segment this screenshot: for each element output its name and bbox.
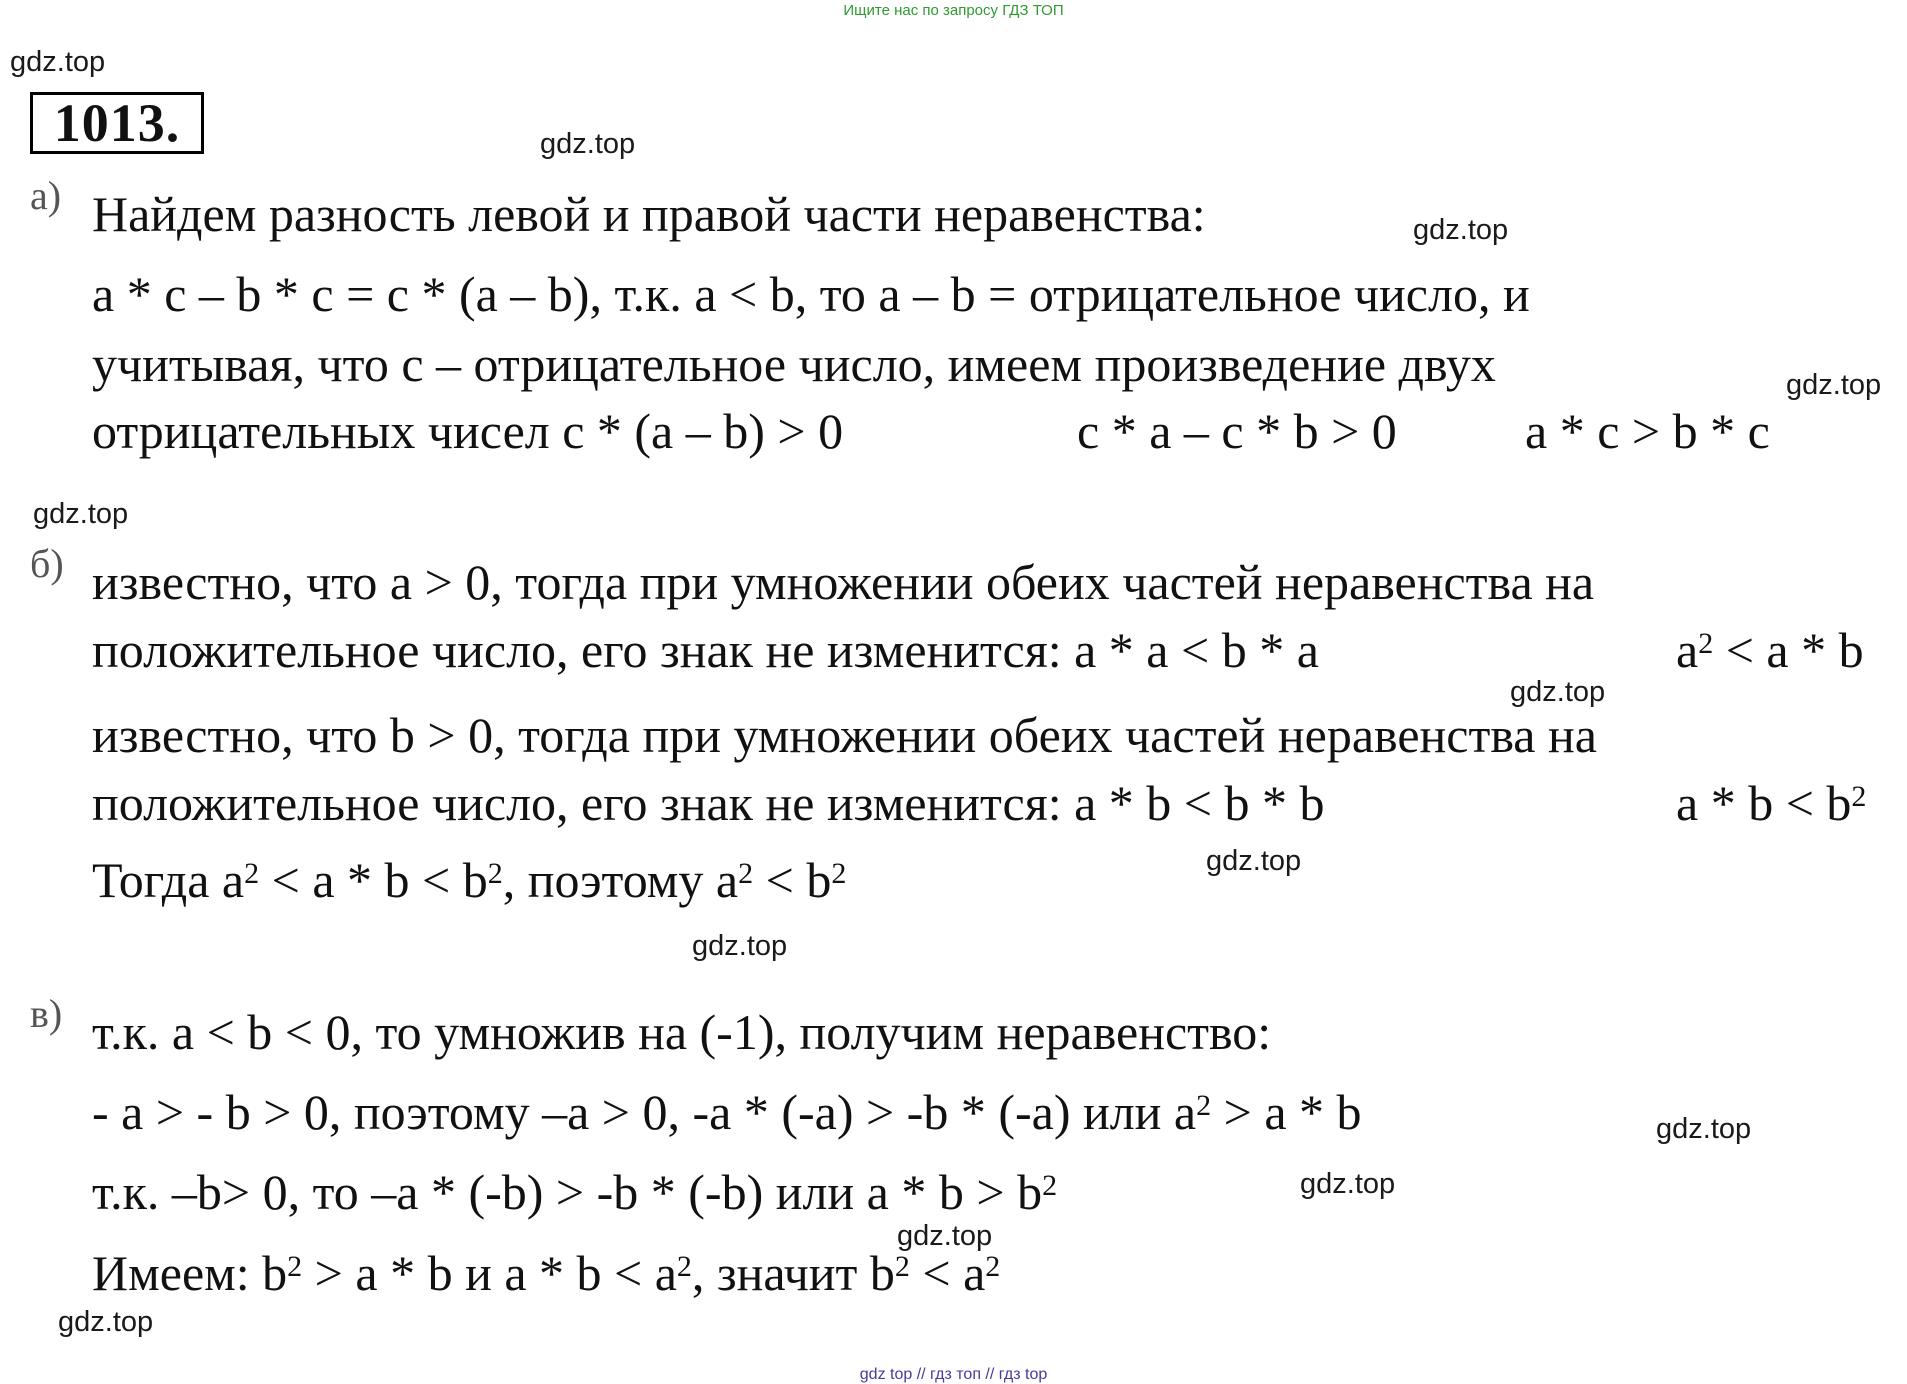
watermark: gdz.top <box>692 930 788 962</box>
section-b-line-2-result: $a^2 < a * b$ <box>1676 622 1864 678</box>
section-b-line-4: положительное число, его знак не изменится: a * b < b * b <box>92 775 1325 831</box>
watermark: gdz.top <box>10 46 106 78</box>
section-a-line-3: учитывая, что с – отрицательное число, имеем произведение двух <box>92 336 1496 392</box>
section-b-line-2: положительное число, его знак не изменится: a * a < b * a <box>92 622 1319 678</box>
watermark: gdz.top <box>1786 369 1882 401</box>
section-v-line-1: т.к. a < b < 0, то умножив на (-1), получим неравенство: <box>92 1004 1272 1060</box>
watermark: gdz.top <box>1300 1168 1396 1200</box>
section-v-conclusion: Имеем: $b^2 > a * b$ и $a * b < a^2$, значит $b^2 < a^2$ <box>92 1245 1001 1301</box>
watermark: gdz.top <box>897 1220 993 1252</box>
section-a-conclusion: a * c > b * c <box>1525 403 1770 459</box>
section-b-line-4-result: $a * b < b^2$ <box>1676 775 1867 831</box>
section-b-line-3: известно, что b > 0, тогда при умножении обеих частей неравенства на <box>92 707 1597 763</box>
section-v-line-2: - a > - b > 0, поэтому –a > 0, -a * (-a) > -b * (-a) или $a^2 > a * b$ <box>92 1084 1362 1140</box>
section-b-line-1: известно, что a > 0, тогда при умножении обеих частей неравенства на <box>92 554 1595 610</box>
section-v-label: в) <box>30 991 63 1036</box>
watermark: gdz.top <box>1656 1113 1752 1145</box>
watermark: gdz.top <box>58 1306 154 1338</box>
watermark: gdz.top <box>1206 845 1302 877</box>
problem-number: 1013. <box>30 92 204 154</box>
section-b-label: б) <box>30 541 64 586</box>
section-v-line-3: т.к. –b> 0, то –a * (-b) > -b * (-b) или $a * b > b^2$ <box>92 1164 1058 1220</box>
watermark: gdz.top <box>1510 676 1606 708</box>
section-a-line-2: a * c – b * c = c * (a – b), т.к. a < b, то a – b = отрицательное число, и <box>92 266 1530 322</box>
watermark: gdz.top <box>540 128 636 160</box>
section-a-line-4-step: c * a – c * b > 0 <box>1077 403 1397 459</box>
section-b-conclusion: Тогда $a^2 < a * b < b^2$, поэтому $a^2 < b^2$ <box>92 852 847 908</box>
top-banner: Ищите нас по запросу ГДЗ ТОП <box>843 2 1064 19</box>
watermark: gdz.top <box>33 498 129 530</box>
section-a-line-4: отрицательных чисел c * (a – b) > 0 <box>92 403 844 459</box>
bottom-banner: gdz top // гдз топ // гдз top <box>859 1366 1048 1383</box>
section-a-label: а) <box>30 173 62 218</box>
watermark: gdz.top <box>1413 214 1509 246</box>
section-a-line-1: Найдем разность левой и правой части неравенства: <box>92 186 1206 242</box>
